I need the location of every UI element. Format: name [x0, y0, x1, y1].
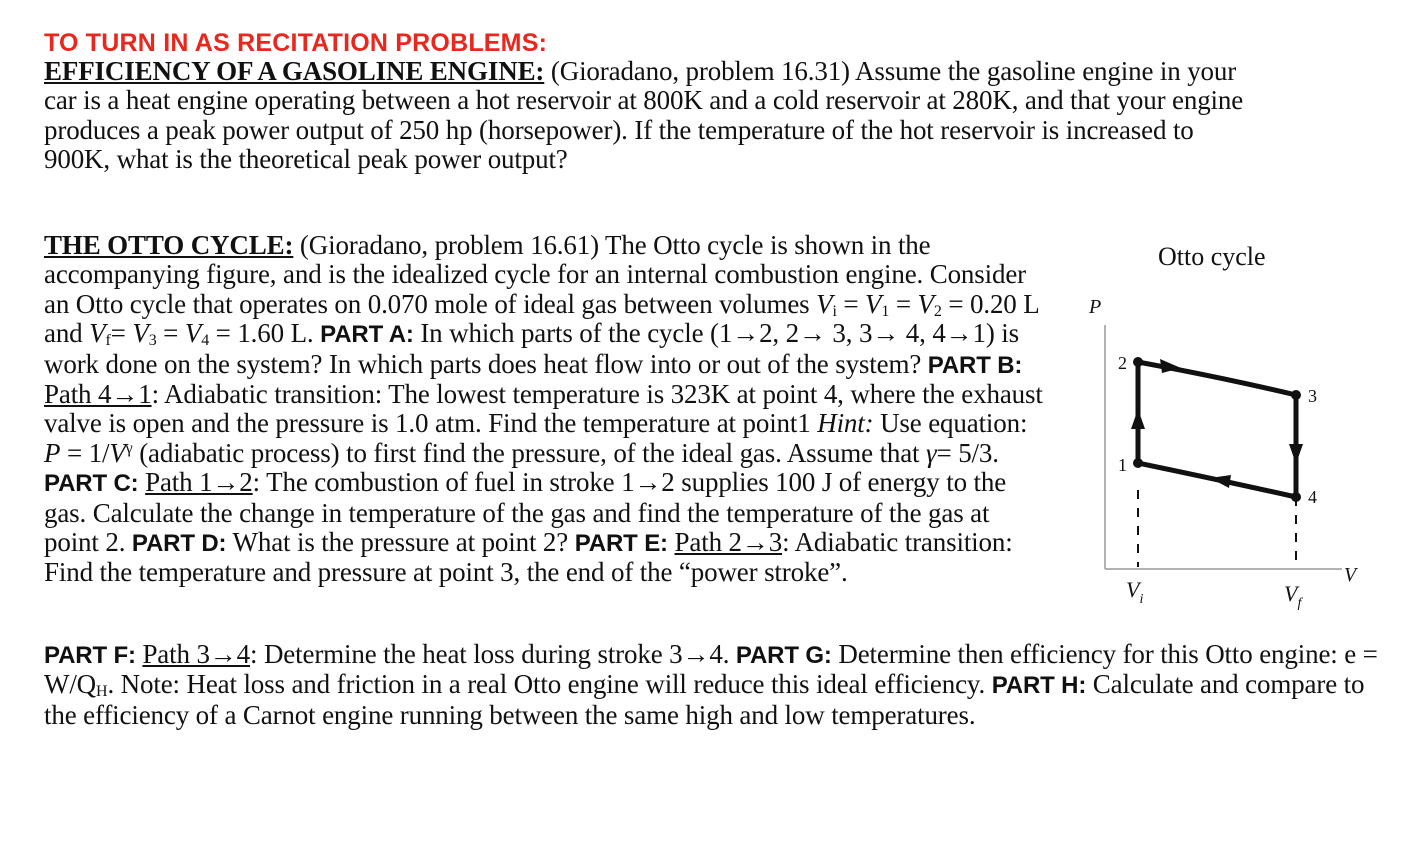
problem2-intro: (Gioradano, problem 16.61) The Otto cycle is shown in the accompanying figure, and is the idealized cycle for an internal combustion engine. Consider an Otto cycle that operates on 0.070 mole of ideal gas between volumes: [44, 230, 1027, 319]
otto-cycle-diagram: [1080, 235, 1380, 635]
symbol-v: V: [89, 318, 106, 349]
point-4-label: 4: [1308, 487, 1317, 507]
part-d-label: PART D:: [131, 530, 227, 558]
part-h-label: PART H:: [991, 672, 1087, 700]
figure-title: Otto cycle: [1158, 242, 1266, 271]
symbol-sub-f: f: [105, 332, 111, 350]
part-g-text2: . Note: Heat loss and friction in a real Otto engine will reduce this ideal efficiency.: [107, 669, 992, 700]
part-c-path: Path 1→2: [145, 467, 253, 498]
eq-vf3: = 1.60 L.: [209, 318, 321, 349]
symbol-sup-gamma: γ: [125, 439, 133, 457]
symbol-sub-i: i: [832, 302, 837, 320]
arrow-3-4: [1289, 444, 1303, 464]
part-b-label: PART B:: [927, 351, 1023, 379]
heading: TO TURN IN AS RECITATION PROBLEMS:: [44, 29, 548, 57]
symbol-v: V: [816, 288, 833, 319]
point-1-label: 1: [1118, 455, 1127, 475]
problem1-paragraph: [44, 57, 1244, 175]
part-g-sub: H: [96, 683, 108, 701]
part-a-label: PART A:: [320, 321, 414, 349]
symbol-sub-2: 2: [933, 302, 942, 320]
point-4: [1291, 492, 1301, 502]
symbol-v: V: [184, 318, 202, 349]
symbol-sub-4: 4: [201, 332, 210, 350]
part-g-text: Determine then efficiency for this Otto engine: e = W/Q: [44, 639, 1378, 700]
hint-eq: = 1/: [60, 437, 110, 468]
part-b-path: Path 4→1: [44, 379, 152, 410]
part-f-path: Path 3→4: [142, 639, 250, 669]
point-3: [1291, 390, 1301, 400]
part-d-text: What is the pressure at point 2?: [226, 527, 575, 558]
part-a-text: In which parts of the cycle (1→2, 2→ 3, 3→ 4, 4→1) is work done on the system? In which parts does heat flow into or out of the system?: [44, 318, 1020, 379]
hint-text2: (adiabatic process) to first find the pressure, of the ideal gas. Assume that: [132, 437, 927, 468]
part-g-label: PART G:: [735, 642, 832, 669]
symbol-gamma: γ: [926, 437, 937, 468]
part-c-text: : The combustion of fuel in stroke 1→2 supplies 100 J of energy to the gas. Calculate the change in temperature of the gas and find the temperature of the gas at point 2.: [44, 467, 1007, 558]
gamma-value: = 5/3.: [936, 437, 999, 468]
vi-label: $V_i$: [1126, 577, 1144, 607]
eq-vf: =: [110, 318, 133, 349]
problem2-paragraph: [44, 231, 1044, 588]
part-b-text: : Adiabatic transition: The lowest temperature is 323K at point 4, where the exhaust valve is open and the pressure is 1.0 atm. Find the temperature at point1: [44, 379, 1043, 439]
part-e-label: PART E:: [574, 530, 668, 558]
eq-vf2: =: [156, 318, 185, 349]
part-f-label: PART F:: [44, 642, 136, 669]
point-2-label: 2: [1118, 353, 1127, 373]
hint-text: Use equation:: [873, 408, 1028, 439]
problem2-title: THE OTTO CYCLE:: [44, 230, 294, 260]
symbol-v: V: [132, 318, 149, 349]
problem1-title: EFFICIENCY OF A GASOLINE ENGINE:: [44, 56, 545, 86]
symbol-v: V: [917, 288, 934, 319]
v-axis-label: V: [1344, 564, 1357, 586]
point-2: [1133, 357, 1143, 367]
point-1: [1133, 458, 1143, 468]
problem1-text: (Gioradano, problem 16.31) Assume the gasoline engine in your car is a heat engine operating between a hot reservoir at 800K and a cold reservoir at 280K, and that your engine produces a peak power output of 250 hp (horsepower). If the temperature of the hot reservoir is increased to 900K, what is the theoretical peak power output?: [44, 56, 1244, 175]
hint-label: Hint:: [817, 408, 874, 439]
symbol-v: V: [865, 288, 882, 319]
arrow-1-2: [1131, 409, 1145, 429]
symbol-sub-3: 3: [148, 332, 157, 350]
part-e-path: Path 2→3: [674, 527, 783, 558]
part-h-text: Calculate and compare to the efficiency of a Carnot engine running between the same high and low temperatures.: [44, 669, 1365, 730]
vf-label: $V_f$: [1284, 581, 1302, 611]
hint-eq-p: P: [44, 437, 61, 468]
eq-vi2: =: [889, 288, 918, 319]
eq-vi3: = 0.20 L and: [44, 288, 1039, 349]
symbol-v: V: [109, 437, 126, 468]
symbol-sub-1: 1: [881, 302, 890, 320]
part-f-text: : Determine the heat loss during stroke 3→4.: [250, 639, 736, 669]
part-c-label: PART C:: [44, 470, 139, 498]
eq-vi: =: [836, 288, 866, 319]
part-e-text: : Adiabatic transition: Find the temperature and pressure at point 3, the end of the “power stroke”.: [44, 527, 1013, 588]
problem2-continued: [44, 640, 1384, 730]
point-3-label: 3: [1308, 386, 1317, 406]
p-axis-label: P: [1089, 296, 1102, 318]
